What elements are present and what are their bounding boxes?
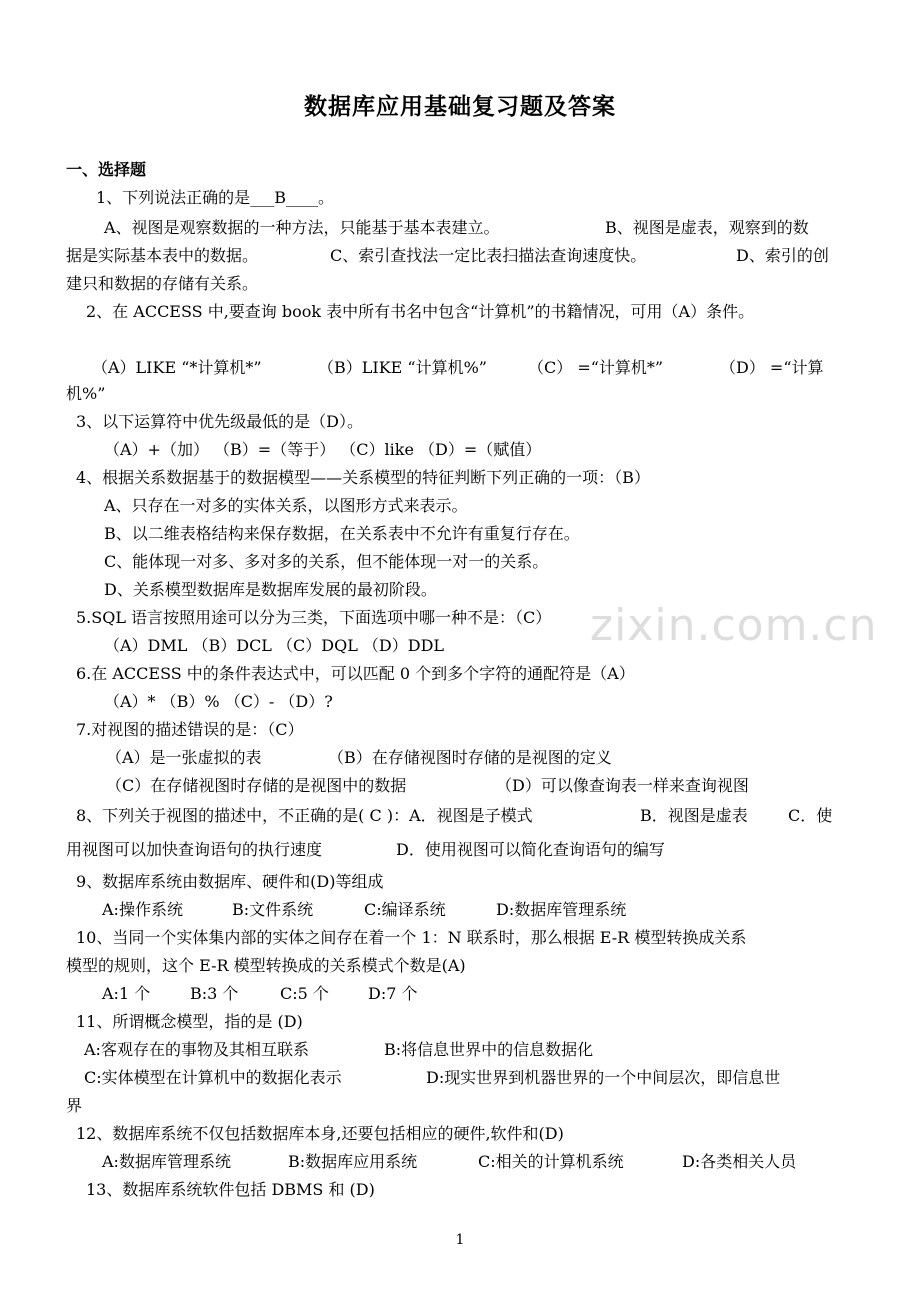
question-1-option-c: C、索引查找法一定比表扫描法查询速度快。 [330,246,647,265]
question-7-option-b: （B）在存储视图时存储的是视图的定义 [328,748,612,767]
watermark: zixin.com.cn [590,600,878,651]
question-11-option-c: C:实体模型在计算机中的数据化表示 [84,1068,342,1087]
question-1-option-b-cont: 据是实际基本表中的数据。 [66,246,259,265]
question-7-option-a: （A）是一张虚拟的表 [106,748,262,767]
question-12-option-c: C:相关的计算机系统 [478,1152,624,1171]
question-11-option-d-cont: 界 [66,1096,83,1115]
question-3-options: （A）+（加） （B）=（等于） （C）like （D）=（赋值） [104,440,542,459]
question-2-option-d-cont: 机%” [66,384,106,403]
question-12-option-d: D:各类相关人员 [682,1152,797,1171]
question-1-stem: 1、下列说法正确的是___B____。 [96,188,334,207]
question-12-option-b: B:数据库应用系统 [288,1152,418,1171]
question-12-option-a: A:数据库管理系统 [102,1152,231,1171]
question-1-option-d-cont: 建只和数据的存储有关系。 [66,274,259,293]
section-heading: 一、选择题 [66,160,147,179]
question-10-option-d: D:7 个 [368,984,418,1003]
question-13-stem: 13、数据库系统软件包括 DBMS 和 (D) [86,1180,375,1199]
question-2-option-d: （D） =“计算 [720,358,824,377]
question-2-stem: 2、在 ACCESS 中,要查询 book 表中所有书名中包含“计算机”的书籍情况，可用（A）条件。 [86,302,755,321]
question-4-option-b: B、以二维表格结构来保存数据，在关系表中不允许有重复行存在。 [104,524,580,543]
question-2-option-a: （A）LIKE “*计算机*” [92,358,262,377]
question-5-stem: 5.SQL 语言按照用途可以分为三类，下面选项中哪一种不是：（C） [76,608,552,627]
answer-blank: ___B____ [250,188,318,207]
question-11-stem: 11、所谓概念模型，指的是 (D) [76,1012,303,1031]
question-1-option-a: A、视图是观察数据的一种方法，只能基于基本表建立。 [104,218,500,237]
question-5-options: （A）DML （B）DCL （C）DQL （D）DDL [104,636,445,655]
question-4-option-c: C、能体现一对多、多对多的关系，但不能体现一对一的关系。 [104,552,549,571]
question-9-option-b: B:文件系统 [232,900,314,919]
question-9-option-a: A:操作系统 [102,900,183,919]
question-4-stem: 4、根据关系数据基于的数据模型——关系模型的特征判断下列正确的一项：（B） [76,468,650,487]
question-2-option-b: （B）LIKE “计算机%” [318,358,487,377]
question-7-stem: 7.对视图的描述错误的是：（C） [76,720,304,739]
question-10-option-a: A:1 个 [102,984,151,1003]
question-11-option-b: B:将信息世界中的信息数据化 [384,1040,594,1059]
question-3-stem: 3、以下运算符中优先级最低的是（D）。 [76,412,364,431]
question-7-option-d: （D）可以像查询表一样来查询视图 [496,776,749,795]
question-12-stem: 12、数据库系统不仅包括数据库本身,还要包括相应的硬件,软件和(D) [76,1124,564,1143]
question-8-option-d: D．使用视图可以简化查询语句的编写 [396,840,665,859]
question-8-option-c-cont: 用视图可以加快查询语句的执行速度 [66,840,323,859]
question-1-option-b: B、视图是虚表，观察到的数 [605,218,809,237]
question-4-option-a: A、只存在一对多的实体关系，以图形方式来表示。 [104,496,468,515]
question-9-option-d: D:数据库管理系统 [496,900,627,919]
question-6-stem: 6.在 ACCESS 中的条件表达式中，可以匹配 0 个到多个字符的通配符是（A） [76,664,635,683]
question-1-option-d: D、索引的创 [736,246,829,265]
answer-text: C [369,806,382,825]
question-8-option-c: C．使 [788,806,833,825]
question-9-stem: 9、数据库系统由数据库、硬件和(D)等组成 [76,872,384,891]
question-9-option-c: C:编译系统 [364,900,446,919]
question-6-options: （A）* （B）% （C）- （D）? [104,692,333,711]
question-10-option-c: C:5 个 [280,984,329,1003]
page-number: 1 [455,1232,465,1248]
question-11-option-d: D:现实世界到机器世界的一个中间层次，即信息世 [426,1068,781,1087]
question-2-option-c: （C） =“计算机*” [528,358,664,377]
question-10-stem: 10、当同一个实体集内部的实体之间存在着一个 1：N 联系时，那么根据 E-R 模型转换成关系 [76,928,747,947]
question-7-option-c: （C）在存储视图时存储的是视图中的数据 [106,776,407,795]
question-4-option-d: D、关系模型数据库是数据库发展的最初阶段。 [104,580,437,599]
question-8-option-b: B．视图是虚表 [640,806,748,825]
question-11-option-a: A:客观存在的事物及其相互联系 [84,1040,309,1059]
question-8-stem: 8、下列关于视图的描述中，不正确的是( C )：A．视图是子模式 [76,806,533,825]
question-10-stem-cont: 模型的规则，这个 E-R 模型转换成的关系模式个数是(A) [66,956,466,975]
question-10-option-b: B:3 个 [190,984,239,1003]
page-title: 数据库应用基础复习题及答案 [304,94,616,120]
